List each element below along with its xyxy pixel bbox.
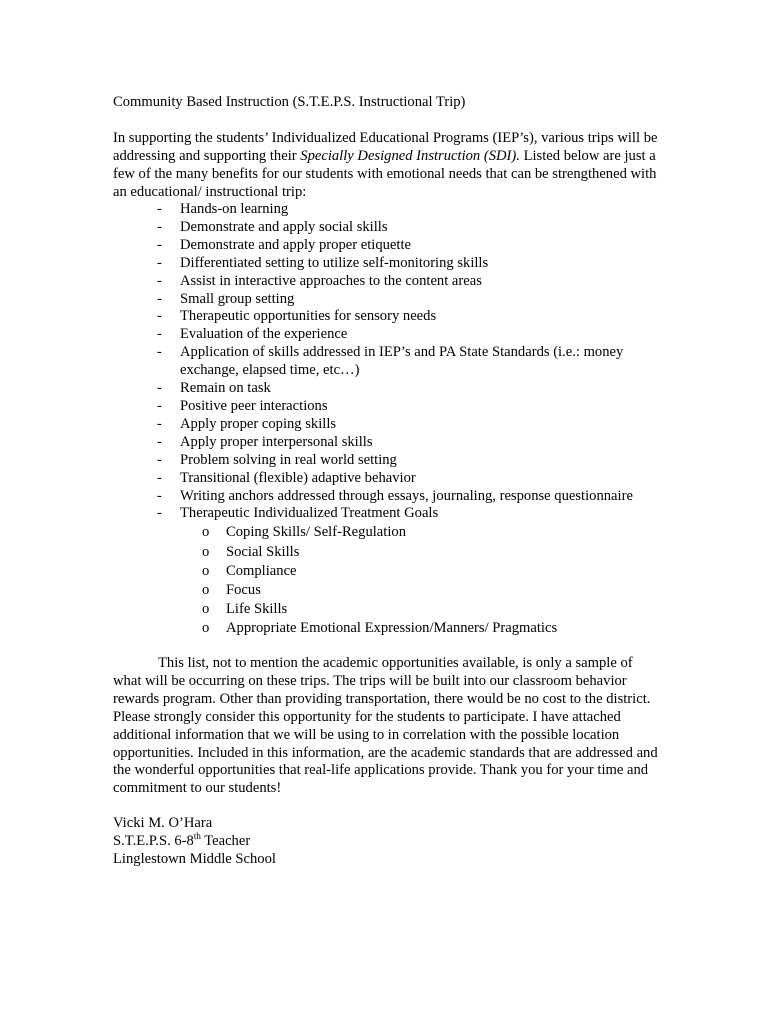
benefit-item: [0, 201, 768, 219]
benefit-text: Apply proper coping skills: [180, 415, 337, 432]
treatment-goal-text: Appropriate Emotional Expression/Manners/ Pragmatics: [226, 620, 558, 637]
treatment-goal-text: Coping Skills/ Self-Regulation: [226, 524, 406, 541]
bullet-dash-icon: -: [157, 218, 162, 235]
bullet-dash-icon: -: [157, 487, 162, 504]
benefit-text: Application of skills addressed in IEP’s and PA State Standards (i.e.: money exchange, elapsed time, etc…): [180, 344, 624, 379]
bullet-dash-icon: -: [157, 469, 162, 486]
benefit-item: [0, 470, 768, 488]
benefit-text: Positive peer interactions: [180, 397, 328, 414]
benefit-item: [0, 326, 768, 344]
signature-block: [113, 815, 658, 869]
bullet-dash-icon: -: [157, 308, 162, 325]
treatment-goal-text: Focus: [226, 581, 261, 598]
bullet-circle-icon: o: [202, 581, 210, 598]
benefit-text: Differentiated setting to utilize self-monitoring skills: [180, 254, 489, 271]
benefit-item: [0, 291, 768, 309]
intro-paragraph: [113, 130, 658, 202]
signature-school: Linglestown Middle School: [113, 850, 276, 867]
treatment-goal-item: [0, 562, 768, 581]
benefit-item: [0, 452, 768, 470]
treatment-goal-item: [0, 523, 768, 542]
bullet-dash-icon: -: [157, 433, 162, 450]
bullet-dash-icon: -: [157, 236, 162, 253]
bullet-dash-icon: -: [157, 290, 162, 307]
bullet-circle-icon: o: [202, 562, 210, 579]
bullet-dash-icon: -: [157, 505, 162, 522]
bullet-circle-icon: o: [202, 601, 210, 618]
benefit-item: [0, 488, 768, 506]
treatment-goal-text: Life Skills: [226, 601, 288, 618]
intro-text-part2: Listed below are just a few of the many benefits for our students with emotional needs that can be strengthened with an educational/ instructional trip:: [113, 147, 657, 200]
intro-italic-sdi: Specially Designed Instruction (SDI).: [300, 147, 520, 164]
benefit-text: Transitional (flexible) adaptive behavior: [180, 469, 416, 486]
benefit-item: [0, 308, 768, 326]
benefit-text: Therapeutic Individualized Treatment Goals: [180, 505, 439, 522]
benefit-item: [0, 416, 768, 434]
bullet-circle-icon: o: [202, 543, 210, 560]
benefit-item: [0, 237, 768, 255]
signature-role-suffix: Teacher: [200, 832, 251, 849]
bullet-dash-icon: -: [157, 201, 162, 217]
bullet-dash-icon: -: [157, 397, 162, 414]
benefit-item: [0, 255, 768, 273]
benefit-text: Assist in interactive approaches to the content areas: [180, 272, 482, 289]
bullet-dash-icon: -: [157, 344, 162, 361]
benefit-text: Problem solving in real world setting: [180, 451, 397, 468]
signature-name: Vicki M. O’Hara: [113, 815, 213, 831]
benefit-text: Apply proper interpersonal skills: [180, 433, 373, 450]
benefit-item: [0, 219, 768, 237]
signature-role-superscript: th: [193, 831, 201, 842]
closing-paragraph: This list, not to mention the academic opportunities available, is only a sample of what will be occurring on these trips. The trips will be built into our classroom behavior rewards program. Other than providing transportation, there would be no cost to the district. Please strongly consider this opportunity for the students to participate. I have attached additional information that we will be using to in correlation with the possible location opportunities. Included in this information, are the academic standards that are addressed and the wonderful opportunities that real-life applications provide. Thank you for your time and commitment to our students!: [113, 655, 658, 797]
bullet-dash-icon: -: [157, 326, 162, 343]
benefit-text: Small group setting: [180, 290, 295, 307]
document-title: Community Based Instruction (S.T.E.P.S. Instructional Trip): [113, 94, 466, 110]
benefit-text: Evaluation of the experience: [180, 326, 348, 343]
benefit-text: Writing anchors addressed through essays, journaling, response questionnaire: [180, 487, 633, 504]
benefit-text: Therapeutic opportunities for sensory needs: [180, 308, 437, 325]
treatment-goal-item: [0, 619, 768, 638]
benefit-text: Hands-on learning: [180, 201, 289, 217]
treatment-goal-item: [0, 581, 768, 600]
treatment-goals-list: [0, 523, 768, 638]
benefit-text: Demonstrate and apply proper etiquette: [180, 236, 411, 253]
bullet-dash-icon: -: [157, 415, 162, 432]
signature-role-prefix: S.T.E.P.S. 6-8: [113, 832, 194, 849]
benefit-item: [0, 273, 768, 291]
treatment-goal-text: Social Skills: [226, 543, 300, 560]
bullet-circle-icon: o: [202, 524, 210, 541]
benefit-item: [0, 505, 768, 638]
treatment-goal-item: [0, 600, 768, 619]
bullet-circle-icon: o: [202, 620, 210, 637]
benefit-text: Remain on task: [180, 380, 271, 397]
treatment-goal-text: Compliance: [226, 562, 297, 579]
benefit-item: [0, 344, 768, 380]
benefits-list: [0, 201, 768, 639]
bullet-dash-icon: -: [157, 272, 162, 289]
intro-text-part1: In supporting the students’ Individualized Educational Programs (IEP’s), various trips will be addressing and supporting their: [113, 130, 658, 164]
benefit-text: Demonstrate and apply social skills: [180, 218, 388, 235]
signature-role: [113, 833, 658, 851]
benefit-item: [0, 398, 768, 416]
treatment-goal-item: [0, 543, 768, 562]
bullet-dash-icon: -: [157, 380, 162, 397]
benefit-item: [0, 380, 768, 398]
benefit-item: [0, 434, 768, 452]
bullet-dash-icon: -: [157, 451, 162, 468]
bullet-dash-icon: -: [157, 254, 162, 271]
